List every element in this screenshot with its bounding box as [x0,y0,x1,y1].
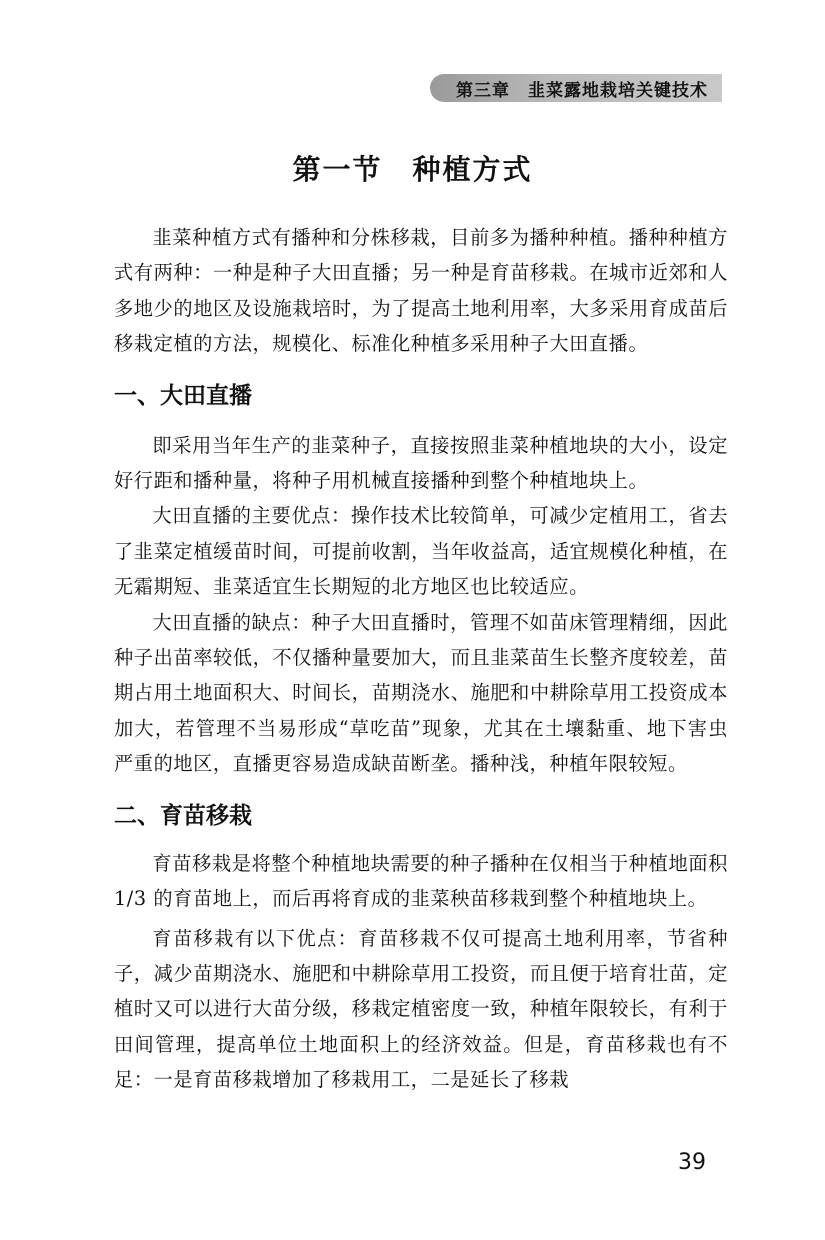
paragraph-direct-seeding-advantages: 大田直播的主要优点：操作技术比较简单，可减少定植用工，省去了韭菜定植缓苗时间，可提前收割，当年收益高，适宜规模化种植，在无霜期短、韭菜适宜生长期短的北方地区也比较适应。 [114,504,728,599]
section-title: 第一节 种植方式 [292,153,533,186]
paragraph-direct-seeding-disadvantages: 大田直播的缺点：种子大田直播时，管理不如苗床管理精细，因此种子出苗率较低，不仅播种量要加大，而且韭菜苗生长整齐度较差，苗期占用土地面积大、时间长，苗期浇水、施肥和中耕除草用工投资成本加大，若管理不当易形成“草吃苗”现象，尤其在土壤黏重、地下害虫严重的地区，直播更容易造成缺苗断垄。播种浅，种植年限较短。 [114,610,728,776]
page-body [114,220,728,1098]
page-number: 39 [678,1150,706,1175]
paragraph-transplanting-definition: 育苗移栽是将整个种植地块需要的种子播种在仅相当于种植地面积 1/3 的育苗地上，而后再将育成的韭菜秧苗移栽到整个种植地块上。 [114,851,728,911]
heading-seedling-transplanting: 二、育苗移栽 [114,802,252,829]
paragraph-transplanting-advantages: 育苗移栽有以下优点：育苗移栽不仅可提高土地利用率，节省种子，减少苗期浇水、施肥和中耕除草用工投资，而且便于培育壮苗，定植时又可以进行大苗分级，移栽定植密度一致，种植年限较长，有利于田间管理，提高单位土地面积上的经济效益。但是，育苗移栽也有不足：一是育苗移栽增加了移栽用工，二是延长了移栽 [114,926,728,1092]
heading-direct-seeding: 一、大田直播 [114,382,252,409]
chapter-header-banner: 第三章 韭菜露地栽培关键技术 [430,74,722,102]
intro-paragraph: 韭菜种植方式有播种和分株移栽，目前多为播种种植。播种种植方式有两种：一种是种子大田直播；另一种是育苗移栽。在城市近郊和人多地少的地区及设施栽培时，为了提高土地利用率，大多采用育成苗后移栽定植的方法，规模化、标准化种植多采用种子大田直播。 [114,226,728,356]
paragraph-direct-seeding-definition: 即采用当年生产的韭菜种子，直接按照韭菜种植地块的大小，设定好行距和播种量，将种子用机械直接播种到整个种植地块上。 [114,433,728,493]
